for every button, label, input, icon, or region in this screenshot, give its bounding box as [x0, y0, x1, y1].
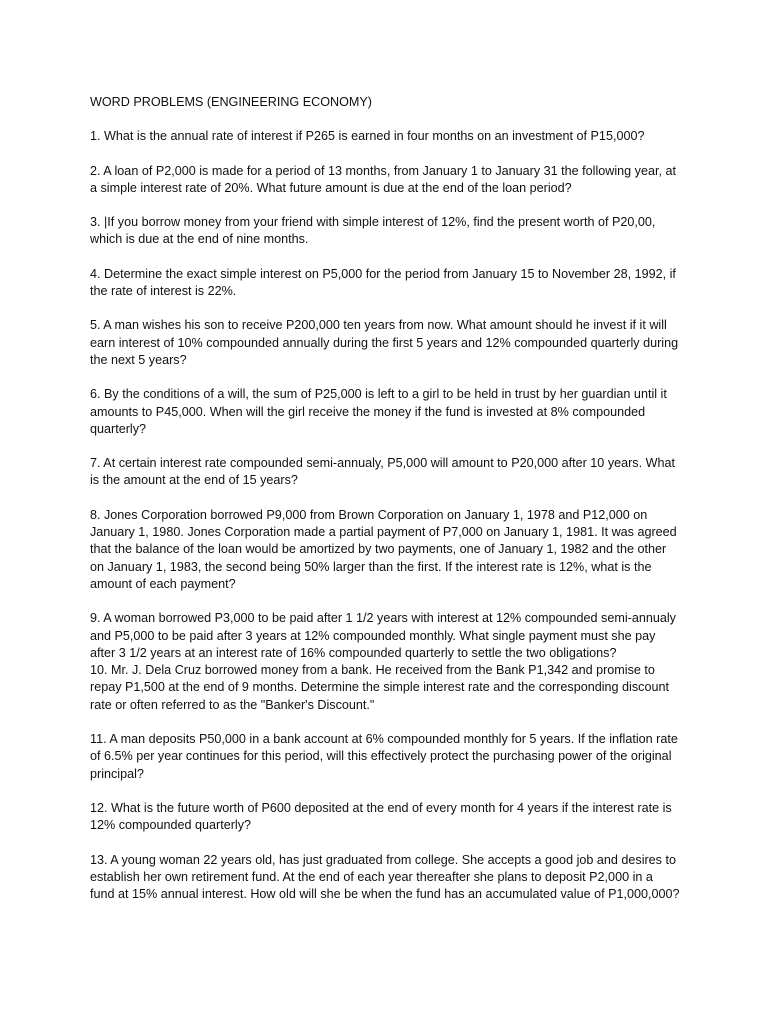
problem-10: 10. Mr. J. Dela Cruz borrowed money from a bank. He received from the Bank P1,342 and promise to repay P1,500 at the end of 9 months. Determine the simple interest rate and the corresponding discount rate or often referred to as the "Banker's Discount." [90, 663, 669, 712]
problem-11: 11. A man deposits P50,000 in a bank account at 6% compounded monthly for 5 years. If the inflation rate of 6.5% per year continues for this period, will this effectively protect the purchasing power of the original principal? [90, 732, 678, 781]
problem-9: 9. A woman borrowed P3,000 to be paid after 1 1/2 years with interest at 12% compounded semi-annualy and P5,000 to be paid after 3 years at 12% compounded monthly. What single payment must she pay after 3 1/2 years at an interest rate of 16% compounded quarterly to settle the two obligations? [90, 611, 676, 660]
document-title: WORD PROBLEMS (ENGINEERING ECONOMY) [90, 95, 372, 109]
problem-13: 13. A young woman 22 years old, has just graduated from college. She accepts a good job and desires to establish her own retirement fund. At the end of each year thereafter she plans to deposit P2,000 in a fund at 15% annual interest. How old will she be when the fund has an accumulated value of P1,000,000? [90, 852, 680, 902]
problem-6: 6. By the conditions of a will, the sum of P25,000 is left to a girl to be held in trust by her guardian until it amounts to P45,000. When will the girl receive the money if the fund is invested at 8% compounded quarterly? [90, 387, 667, 436]
problem-2: 2. A loan of P2,000 is made for a period of 13 months, from January 1 to January 31 the following year, at a simple interest rate of 20%. What future amount is due at the end of the loan period? [90, 163, 676, 195]
problem-3: 3. |If you borrow money from your friend with simple interest of 12%, find the present worth of P20,00, which is due at the end of nine months. [90, 215, 656, 247]
problem-7: 7. At certain interest rate compounded semi-annualy, P5,000 will amount to P20,000 after 10 years. What is the amount at the end of 15 years? [90, 456, 675, 488]
problem-4: 4. Determine the exact simple interest on P5,000 for the period from January 15 to November 28, 1992, if the rate of interest is 22%. [90, 266, 676, 299]
document-body [90, 94, 680, 920]
problem-8: 8. Jones Corporation borrowed P9,000 from Brown Corporation on January 1, 1978 and P12,000 on January 1, 1980. Jones Corporation made a partial payment of P7,000 on January 1, 1981. It was agreed that the balance of the loan would be amortized by two payments, one of January 1, 1982 and the other on January 1, 1983, the second being 50% larger than the first. If the interest rate is 12%, what is the amount of each payment? [90, 507, 677, 591]
problem-12: 12. What is the future worth of P600 deposited at the end of every month for 4 years if the interest rate is 12% compounded quarterly? [90, 800, 672, 833]
problem-5: 5. A man wishes his son to receive P200,000 ten years from now. What amount should he invest if it will earn interest of 10% compounded annually during the first 5 years and 12% compounded quarterly during the next 5 years? [90, 318, 679, 367]
problem-1: 1. What is the annual rate of interest if P265 is earned in four months on an investment of P15,000? [90, 129, 645, 144]
